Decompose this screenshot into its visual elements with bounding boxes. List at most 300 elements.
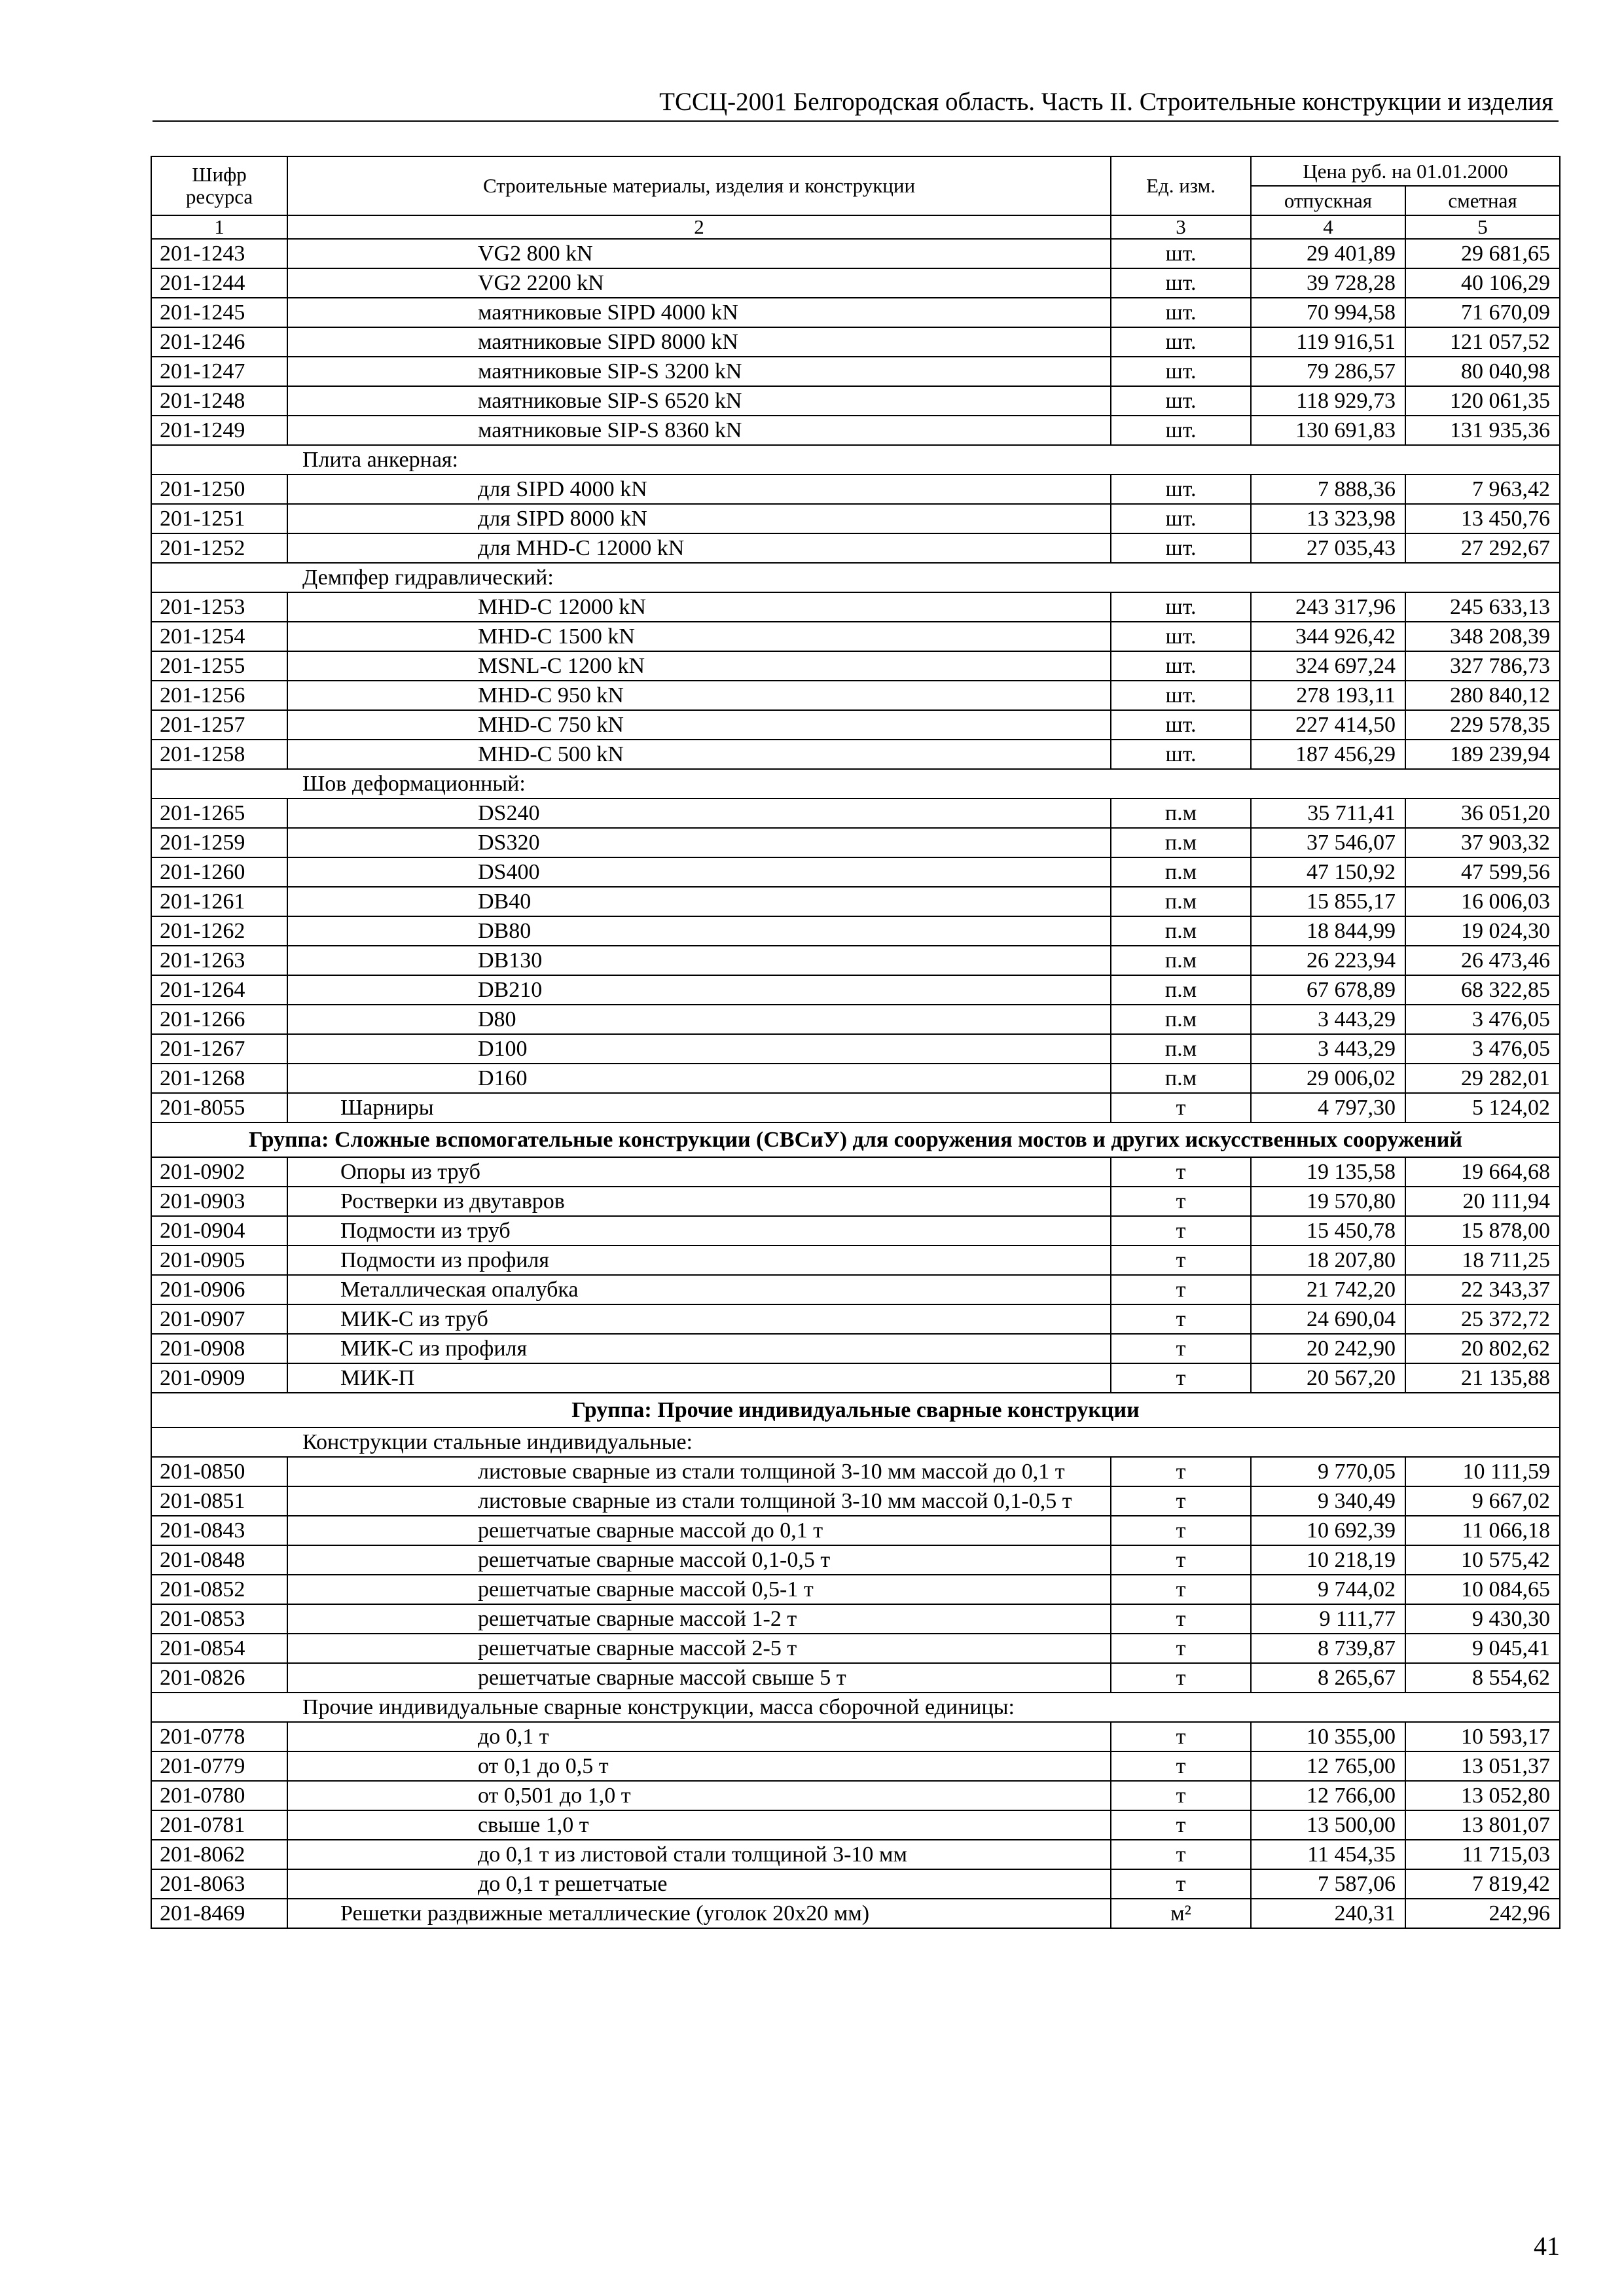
release-price-cell: 13 500,00: [1251, 1810, 1405, 1840]
estimate-price-cell: 22 343,37: [1405, 1275, 1560, 1304]
resource-code-cell: 201-1259: [151, 828, 287, 857]
table-row: [151, 651, 1560, 681]
material-name-cell: для SIPD 4000 kN: [287, 475, 1111, 504]
resource-code-cell: 201-0780: [151, 1781, 287, 1810]
unit-cell: т: [1111, 1187, 1251, 1216]
material-name-cell: решетчатые сварные массой свыше 5 т: [287, 1663, 1111, 1693]
table-row: [151, 681, 1560, 710]
unit-cell: т: [1111, 1575, 1251, 1604]
table-row: [151, 416, 1560, 445]
table-row: [151, 1516, 1560, 1545]
estimate-price-cell: 18 711,25: [1405, 1246, 1560, 1275]
table-row: [151, 1840, 1560, 1869]
resource-code-cell: 201-1266: [151, 1005, 287, 1034]
unit-cell: шт.: [1111, 681, 1251, 710]
table-row: [151, 1604, 1560, 1634]
estimate-price-cell: 19 024,30: [1405, 916, 1560, 946]
material-name-cell: MHD-C 1500 kN: [287, 622, 1111, 651]
table-row: [151, 1093, 1560, 1122]
estimate-price-cell: 327 786,73: [1405, 651, 1560, 681]
subgroup-heading: Конструкции стальные индивидуальные:: [151, 1427, 1560, 1457]
subgroup-heading: Прочие индивидуальные сварные конструкции, масса сборочной единицы:: [151, 1693, 1560, 1722]
resource-code-cell: 201-0852: [151, 1575, 287, 1604]
release-price-cell: 7 888,36: [1251, 475, 1405, 504]
release-price-cell: 18 207,80: [1251, 1246, 1405, 1275]
unit-cell: шт.: [1111, 268, 1251, 298]
release-price-cell: 39 728,28: [1251, 268, 1405, 298]
material-name-cell: DS320: [287, 828, 1111, 857]
unit-cell: т: [1111, 1486, 1251, 1516]
header-release-price: отпускная: [1251, 186, 1405, 215]
resource-code-cell: 201-0905: [151, 1246, 287, 1275]
resource-code-cell: 201-0848: [151, 1545, 287, 1575]
table-row: [151, 1663, 1560, 1693]
estimate-price-cell: 13 801,07: [1405, 1810, 1560, 1840]
unit-cell: т: [1111, 1663, 1251, 1693]
estimate-price-cell: 47 599,56: [1405, 857, 1560, 887]
resource-code-cell: 201-0902: [151, 1157, 287, 1187]
material-name-cell: решетчатые сварные массой 1-2 т: [287, 1604, 1111, 1634]
subgroup-heading: Шов деформационный:: [151, 769, 1560, 798]
table-row: [151, 298, 1560, 327]
material-name-cell: MHD-C 500 kN: [287, 740, 1111, 769]
table-row: [151, 1064, 1560, 1093]
header-code: Шифр ресурса: [151, 156, 287, 215]
release-price-cell: 21 742,20: [1251, 1275, 1405, 1304]
estimate-price-cell: 9 430,30: [1405, 1604, 1560, 1634]
estimate-price-cell: 29 681,65: [1405, 239, 1560, 268]
resource-code-cell: 201-1244: [151, 268, 287, 298]
resource-code-cell: 201-0907: [151, 1304, 287, 1334]
header-price: Цена руб. на 01.01.2000: [1251, 156, 1560, 186]
material-name-cell: листовые сварные из стали толщиной 3-10 мм массой 0,1-0,5 т: [287, 1486, 1111, 1516]
resource-code-cell: 201-1257: [151, 710, 287, 740]
estimate-price-cell: 11 066,18: [1405, 1516, 1560, 1545]
resource-code-cell: 201-1246: [151, 327, 287, 357]
estimate-price-cell: 8 554,62: [1405, 1663, 1560, 1693]
resource-code-cell: 201-0908: [151, 1334, 287, 1363]
release-price-cell: 35 711,41: [1251, 798, 1405, 828]
subgroup-heading: Демпфер гидравлический:: [151, 563, 1560, 592]
table-row: [151, 327, 1560, 357]
unit-cell: п.м: [1111, 1064, 1251, 1093]
material-name-cell: МИК-П: [287, 1363, 1111, 1393]
material-name-cell: D160: [287, 1064, 1111, 1093]
material-name-cell: MHD-C 750 kN: [287, 710, 1111, 740]
unit-cell: т: [1111, 1516, 1251, 1545]
estimate-price-cell: 71 670,09: [1405, 298, 1560, 327]
unit-cell: шт.: [1111, 592, 1251, 622]
material-name-cell: решетчатые сварные массой 0,5-1 т: [287, 1575, 1111, 1604]
table-row: [151, 239, 1560, 268]
material-name-cell: МИК-С из профиля: [287, 1334, 1111, 1363]
table-row: [151, 1781, 1560, 1810]
table-row: [151, 1486, 1560, 1516]
group-heading: Группа: Прочие индивидуальные сварные конструкции: [151, 1393, 1560, 1427]
unit-cell: т: [1111, 1751, 1251, 1781]
table-row: [151, 533, 1560, 563]
unit-cell: шт.: [1111, 622, 1251, 651]
release-price-cell: 20 242,90: [1251, 1334, 1405, 1363]
estimate-price-cell: 242,96: [1405, 1899, 1560, 1928]
resource-code-cell: 201-8063: [151, 1869, 287, 1899]
release-price-cell: 4 797,30: [1251, 1093, 1405, 1122]
subgroup-row: [151, 1693, 1560, 1722]
subgroup-row: [151, 1427, 1560, 1457]
material-name-cell: DB130: [287, 946, 1111, 975]
table-row: [151, 1334, 1560, 1363]
table-row: [151, 622, 1560, 651]
column-number: 5: [1405, 215, 1560, 239]
estimate-price-cell: 3 476,05: [1405, 1034, 1560, 1064]
table-header: [151, 156, 1560, 239]
release-price-cell: 130 691,83: [1251, 416, 1405, 445]
material-name-cell: Шарниры: [287, 1093, 1111, 1122]
header-name: Строительные материалы, изделия и конструкции: [287, 156, 1111, 215]
table-row: [151, 1275, 1560, 1304]
table-body: [151, 239, 1560, 1928]
material-name-cell: DS240: [287, 798, 1111, 828]
table-row: [151, 1005, 1560, 1034]
resource-code-cell: 201-1250: [151, 475, 287, 504]
resource-code-cell: 201-0853: [151, 1604, 287, 1634]
unit-cell: шт.: [1111, 504, 1251, 533]
resource-code-cell: 201-1255: [151, 651, 287, 681]
table-row: [151, 1187, 1560, 1216]
release-price-cell: 19 135,58: [1251, 1157, 1405, 1187]
resource-code-cell: 201-1261: [151, 887, 287, 916]
resource-code-cell: 201-0904: [151, 1216, 287, 1246]
estimate-price-cell: 29 282,01: [1405, 1064, 1560, 1093]
resource-code-cell: 201-1249: [151, 416, 287, 445]
header-unit: Ед. изм.: [1111, 156, 1251, 215]
table-row: [151, 1216, 1560, 1246]
unit-cell: шт.: [1111, 710, 1251, 740]
column-number: 2: [287, 215, 1111, 239]
resource-code-cell: 201-1247: [151, 357, 287, 386]
release-price-cell: 12 766,00: [1251, 1781, 1405, 1810]
release-price-cell: 79 286,57: [1251, 357, 1405, 386]
resource-code-cell: 201-1248: [151, 386, 287, 416]
release-price-cell: 10 692,39: [1251, 1516, 1405, 1545]
unit-cell: т: [1111, 1810, 1251, 1840]
material-name-cell: MHD-C 950 kN: [287, 681, 1111, 710]
material-name-cell: маятниковые SIP-S 3200 kN: [287, 357, 1111, 386]
estimate-price-cell: 280 840,12: [1405, 681, 1560, 710]
unit-cell: м²: [1111, 1899, 1251, 1928]
resource-code-cell: 201-0903: [151, 1187, 287, 1216]
release-price-cell: 15 450,78: [1251, 1216, 1405, 1246]
table-row: [151, 946, 1560, 975]
table-row: [151, 1246, 1560, 1275]
material-name-cell: от 0,501 до 1,0 т: [287, 1781, 1111, 1810]
material-name-cell: для MHD-C 12000 kN: [287, 533, 1111, 563]
release-price-cell: 9 744,02: [1251, 1575, 1405, 1604]
unit-cell: шт.: [1111, 327, 1251, 357]
estimate-price-cell: 11 715,03: [1405, 1840, 1560, 1869]
unit-cell: п.м: [1111, 828, 1251, 857]
estimate-price-cell: 9 045,41: [1405, 1634, 1560, 1663]
release-price-cell: 8 265,67: [1251, 1663, 1405, 1693]
column-number: 4: [1251, 215, 1405, 239]
material-name-cell: VG2 800 kN: [287, 239, 1111, 268]
unit-cell: т: [1111, 1157, 1251, 1187]
estimate-price-cell: 19 664,68: [1405, 1157, 1560, 1187]
release-price-cell: 24 690,04: [1251, 1304, 1405, 1334]
material-name-cell: VG2 2200 kN: [287, 268, 1111, 298]
estimate-price-cell: 25 372,72: [1405, 1304, 1560, 1334]
release-price-cell: 9 770,05: [1251, 1457, 1405, 1486]
unit-cell: т: [1111, 1093, 1251, 1122]
table-row: [151, 857, 1560, 887]
table-row: [151, 504, 1560, 533]
unit-cell: шт.: [1111, 533, 1251, 563]
release-price-cell: 324 697,24: [1251, 651, 1405, 681]
release-price-cell: 3 443,29: [1251, 1005, 1405, 1034]
unit-cell: т: [1111, 1545, 1251, 1575]
material-name-cell: маятниковые SIPD 8000 kN: [287, 327, 1111, 357]
material-name-cell: свыше 1,0 т: [287, 1810, 1111, 1840]
resource-code-cell: 201-0851: [151, 1486, 287, 1516]
group-heading: Группа: Сложные вспомогательные конструкции (СВСиУ) для сооружения мостов и других искусственных сооружений: [151, 1122, 1560, 1157]
resource-code-cell: 201-0850: [151, 1457, 287, 1486]
document-title: ТССЦ-2001 Белгородская область. Часть II. Строительные конструкции и изделия: [659, 88, 1553, 116]
estimate-price-cell: 229 578,35: [1405, 710, 1560, 740]
material-name-cell: MHD-C 12000 kN: [287, 592, 1111, 622]
estimate-price-cell: 20 802,62: [1405, 1334, 1560, 1363]
release-price-cell: 344 926,42: [1251, 622, 1405, 651]
estimate-price-cell: 40 106,29: [1405, 268, 1560, 298]
material-name-cell: МИК-С из труб: [287, 1304, 1111, 1334]
table-row: [151, 592, 1560, 622]
unit-cell: т: [1111, 1246, 1251, 1275]
table-row: [151, 1722, 1560, 1751]
material-name-cell: MSNL-C 1200 kN: [287, 651, 1111, 681]
release-price-cell: 227 414,50: [1251, 710, 1405, 740]
estimate-price-cell: 13 052,80: [1405, 1781, 1560, 1810]
table-row: [151, 1634, 1560, 1663]
material-name-cell: DB40: [287, 887, 1111, 916]
subgroup-row: [151, 445, 1560, 475]
header-estimate-price: сметная: [1405, 186, 1560, 215]
release-price-cell: 10 355,00: [1251, 1722, 1405, 1751]
unit-cell: т: [1111, 1216, 1251, 1246]
material-name-cell: D80: [287, 1005, 1111, 1034]
material-name-cell: Подмости из профиля: [287, 1246, 1111, 1275]
unit-cell: п.м: [1111, 887, 1251, 916]
page-number: 41: [1534, 2231, 1560, 2261]
release-price-cell: 27 035,43: [1251, 533, 1405, 563]
estimate-price-cell: 15 878,00: [1405, 1216, 1560, 1246]
release-price-cell: 278 193,11: [1251, 681, 1405, 710]
estimate-price-cell: 9 667,02: [1405, 1486, 1560, 1516]
estimate-price-cell: 13 051,37: [1405, 1751, 1560, 1781]
table-row: [151, 1869, 1560, 1899]
unit-cell: п.м: [1111, 975, 1251, 1005]
unit-cell: шт.: [1111, 740, 1251, 769]
estimate-price-cell: 37 903,32: [1405, 828, 1560, 857]
unit-cell: т: [1111, 1363, 1251, 1393]
table-row: [151, 1810, 1560, 1840]
material-name-cell: DB80: [287, 916, 1111, 946]
release-price-cell: 119 916,51: [1251, 327, 1405, 357]
table-row: [151, 916, 1560, 946]
estimate-price-cell: 10 593,17: [1405, 1722, 1560, 1751]
estimate-price-cell: 5 124,02: [1405, 1093, 1560, 1122]
unit-cell: шт.: [1111, 651, 1251, 681]
resource-code-cell: 201-0854: [151, 1634, 287, 1663]
unit-cell: т: [1111, 1634, 1251, 1663]
table-row: [151, 1575, 1560, 1604]
material-name-cell: DS400: [287, 857, 1111, 887]
material-name-cell: маятниковые SIP-S 6520 kN: [287, 386, 1111, 416]
column-number: 3: [1111, 215, 1251, 239]
running-header: [153, 84, 1559, 122]
resource-code-cell: 201-8062: [151, 1840, 287, 1869]
material-name-cell: до 0,1 т из листовой стали толщиной 3-10 мм: [287, 1840, 1111, 1869]
estimate-price-cell: 10 575,42: [1405, 1545, 1560, 1575]
table-row: [151, 887, 1560, 916]
table-row: [151, 1304, 1560, 1334]
material-name-cell: решетчатые сварные массой до 0,1 т: [287, 1516, 1111, 1545]
release-price-cell: 8 739,87: [1251, 1634, 1405, 1663]
table-row: [151, 1751, 1560, 1781]
table-row: [151, 268, 1560, 298]
table-row: [151, 975, 1560, 1005]
estimate-price-cell: 7 819,42: [1405, 1869, 1560, 1899]
estimate-price-cell: 10 111,59: [1405, 1457, 1560, 1486]
unit-cell: т: [1111, 1334, 1251, 1363]
unit-cell: т: [1111, 1869, 1251, 1899]
estimate-price-cell: 245 633,13: [1405, 592, 1560, 622]
resource-code-cell: 201-1258: [151, 740, 287, 769]
release-price-cell: 37 546,07: [1251, 828, 1405, 857]
material-name-cell: Опоры из труб: [287, 1157, 1111, 1187]
release-price-cell: 240,31: [1251, 1899, 1405, 1928]
estimate-price-cell: 120 061,35: [1405, 386, 1560, 416]
release-price-cell: 9 111,77: [1251, 1604, 1405, 1634]
resource-code-cell: 201-8469: [151, 1899, 287, 1928]
unit-cell: т: [1111, 1604, 1251, 1634]
resource-code-cell: 201-1264: [151, 975, 287, 1005]
unit-cell: п.м: [1111, 946, 1251, 975]
resource-code-cell: 201-1260: [151, 857, 287, 887]
table-row: [151, 828, 1560, 857]
unit-cell: п.м: [1111, 1034, 1251, 1064]
table-row: [151, 386, 1560, 416]
table-row: [151, 1157, 1560, 1187]
resource-code-cell: 201-1256: [151, 681, 287, 710]
estimate-price-cell: 16 006,03: [1405, 887, 1560, 916]
subgroup-heading: Плита анкерная:: [151, 445, 1560, 475]
release-price-cell: 18 844,99: [1251, 916, 1405, 946]
material-name-cell: DB210: [287, 975, 1111, 1005]
table-row: [151, 1363, 1560, 1393]
release-price-cell: 26 223,94: [1251, 946, 1405, 975]
release-price-cell: 15 855,17: [1251, 887, 1405, 916]
estimate-price-cell: 26 473,46: [1405, 946, 1560, 975]
release-price-cell: 67 678,89: [1251, 975, 1405, 1005]
release-price-cell: 12 765,00: [1251, 1751, 1405, 1781]
subgroup-row: [151, 563, 1560, 592]
release-price-cell: 243 317,96: [1251, 592, 1405, 622]
release-price-cell: 118 929,73: [1251, 386, 1405, 416]
release-price-cell: 29 401,89: [1251, 239, 1405, 268]
unit-cell: шт.: [1111, 298, 1251, 327]
release-price-cell: 10 218,19: [1251, 1545, 1405, 1575]
resource-code-cell: 201-0778: [151, 1722, 287, 1751]
resource-code-cell: 201-1243: [151, 239, 287, 268]
unit-cell: т: [1111, 1275, 1251, 1304]
unit-cell: п.м: [1111, 916, 1251, 946]
resource-code-cell: 201-0779: [151, 1751, 287, 1781]
material-name-cell: до 0,1 т решетчатые: [287, 1869, 1111, 1899]
material-name-cell: для SIPD 8000 kN: [287, 504, 1111, 533]
resource-code-cell: 201-1251: [151, 504, 287, 533]
unit-cell: т: [1111, 1304, 1251, 1334]
unit-cell: шт.: [1111, 239, 1251, 268]
unit-cell: шт.: [1111, 475, 1251, 504]
release-price-cell: 3 443,29: [1251, 1034, 1405, 1064]
resource-code-cell: 201-0909: [151, 1363, 287, 1393]
material-name-cell: до 0,1 т: [287, 1722, 1111, 1751]
material-name-cell: Ростверки из двутавров: [287, 1187, 1111, 1216]
release-price-cell: 70 994,58: [1251, 298, 1405, 327]
resource-code-cell: 201-1245: [151, 298, 287, 327]
resource-code-cell: 201-1263: [151, 946, 287, 975]
column-number: 1: [151, 215, 287, 239]
resource-code-cell: 201-1265: [151, 798, 287, 828]
material-name-cell: Подмости из труб: [287, 1216, 1111, 1246]
material-name-cell: от 0,1 до 0,5 т: [287, 1751, 1111, 1781]
resource-code-cell: 201-1267: [151, 1034, 287, 1064]
estimate-price-cell: 36 051,20: [1405, 798, 1560, 828]
estimate-price-cell: 80 040,98: [1405, 357, 1560, 386]
unit-cell: шт.: [1111, 357, 1251, 386]
estimate-price-cell: 189 239,94: [1405, 740, 1560, 769]
table-row: [151, 710, 1560, 740]
release-price-cell: 187 456,29: [1251, 740, 1405, 769]
resource-code-cell: 201-0843: [151, 1516, 287, 1545]
unit-cell: т: [1111, 1457, 1251, 1486]
table-row: [151, 357, 1560, 386]
table-row: [151, 798, 1560, 828]
release-price-cell: 11 454,35: [1251, 1840, 1405, 1869]
release-price-cell: 29 006,02: [1251, 1064, 1405, 1093]
group-row: [151, 1393, 1560, 1427]
release-price-cell: 7 587,06: [1251, 1869, 1405, 1899]
release-price-cell: 13 323,98: [1251, 504, 1405, 533]
unit-cell: шт.: [1111, 386, 1251, 416]
estimate-price-cell: 131 935,36: [1405, 416, 1560, 445]
estimate-price-cell: 20 111,94: [1405, 1187, 1560, 1216]
table-row: [151, 1457, 1560, 1486]
estimate-price-cell: 21 135,88: [1405, 1363, 1560, 1393]
table-row: [151, 475, 1560, 504]
release-price-cell: 9 340,49: [1251, 1486, 1405, 1516]
material-name-cell: Решетки раздвижные металлические (уголок 20х20 мм): [287, 1899, 1111, 1928]
unit-cell: т: [1111, 1722, 1251, 1751]
price-table: [151, 156, 1561, 1929]
unit-cell: п.м: [1111, 798, 1251, 828]
resource-code-cell: 201-0781: [151, 1810, 287, 1840]
resource-code-cell: 201-0906: [151, 1275, 287, 1304]
estimate-price-cell: 10 084,65: [1405, 1575, 1560, 1604]
resource-code-cell: 201-1254: [151, 622, 287, 651]
resource-code-cell: 201-1268: [151, 1064, 287, 1093]
unit-cell: т: [1111, 1840, 1251, 1869]
unit-cell: п.м: [1111, 857, 1251, 887]
